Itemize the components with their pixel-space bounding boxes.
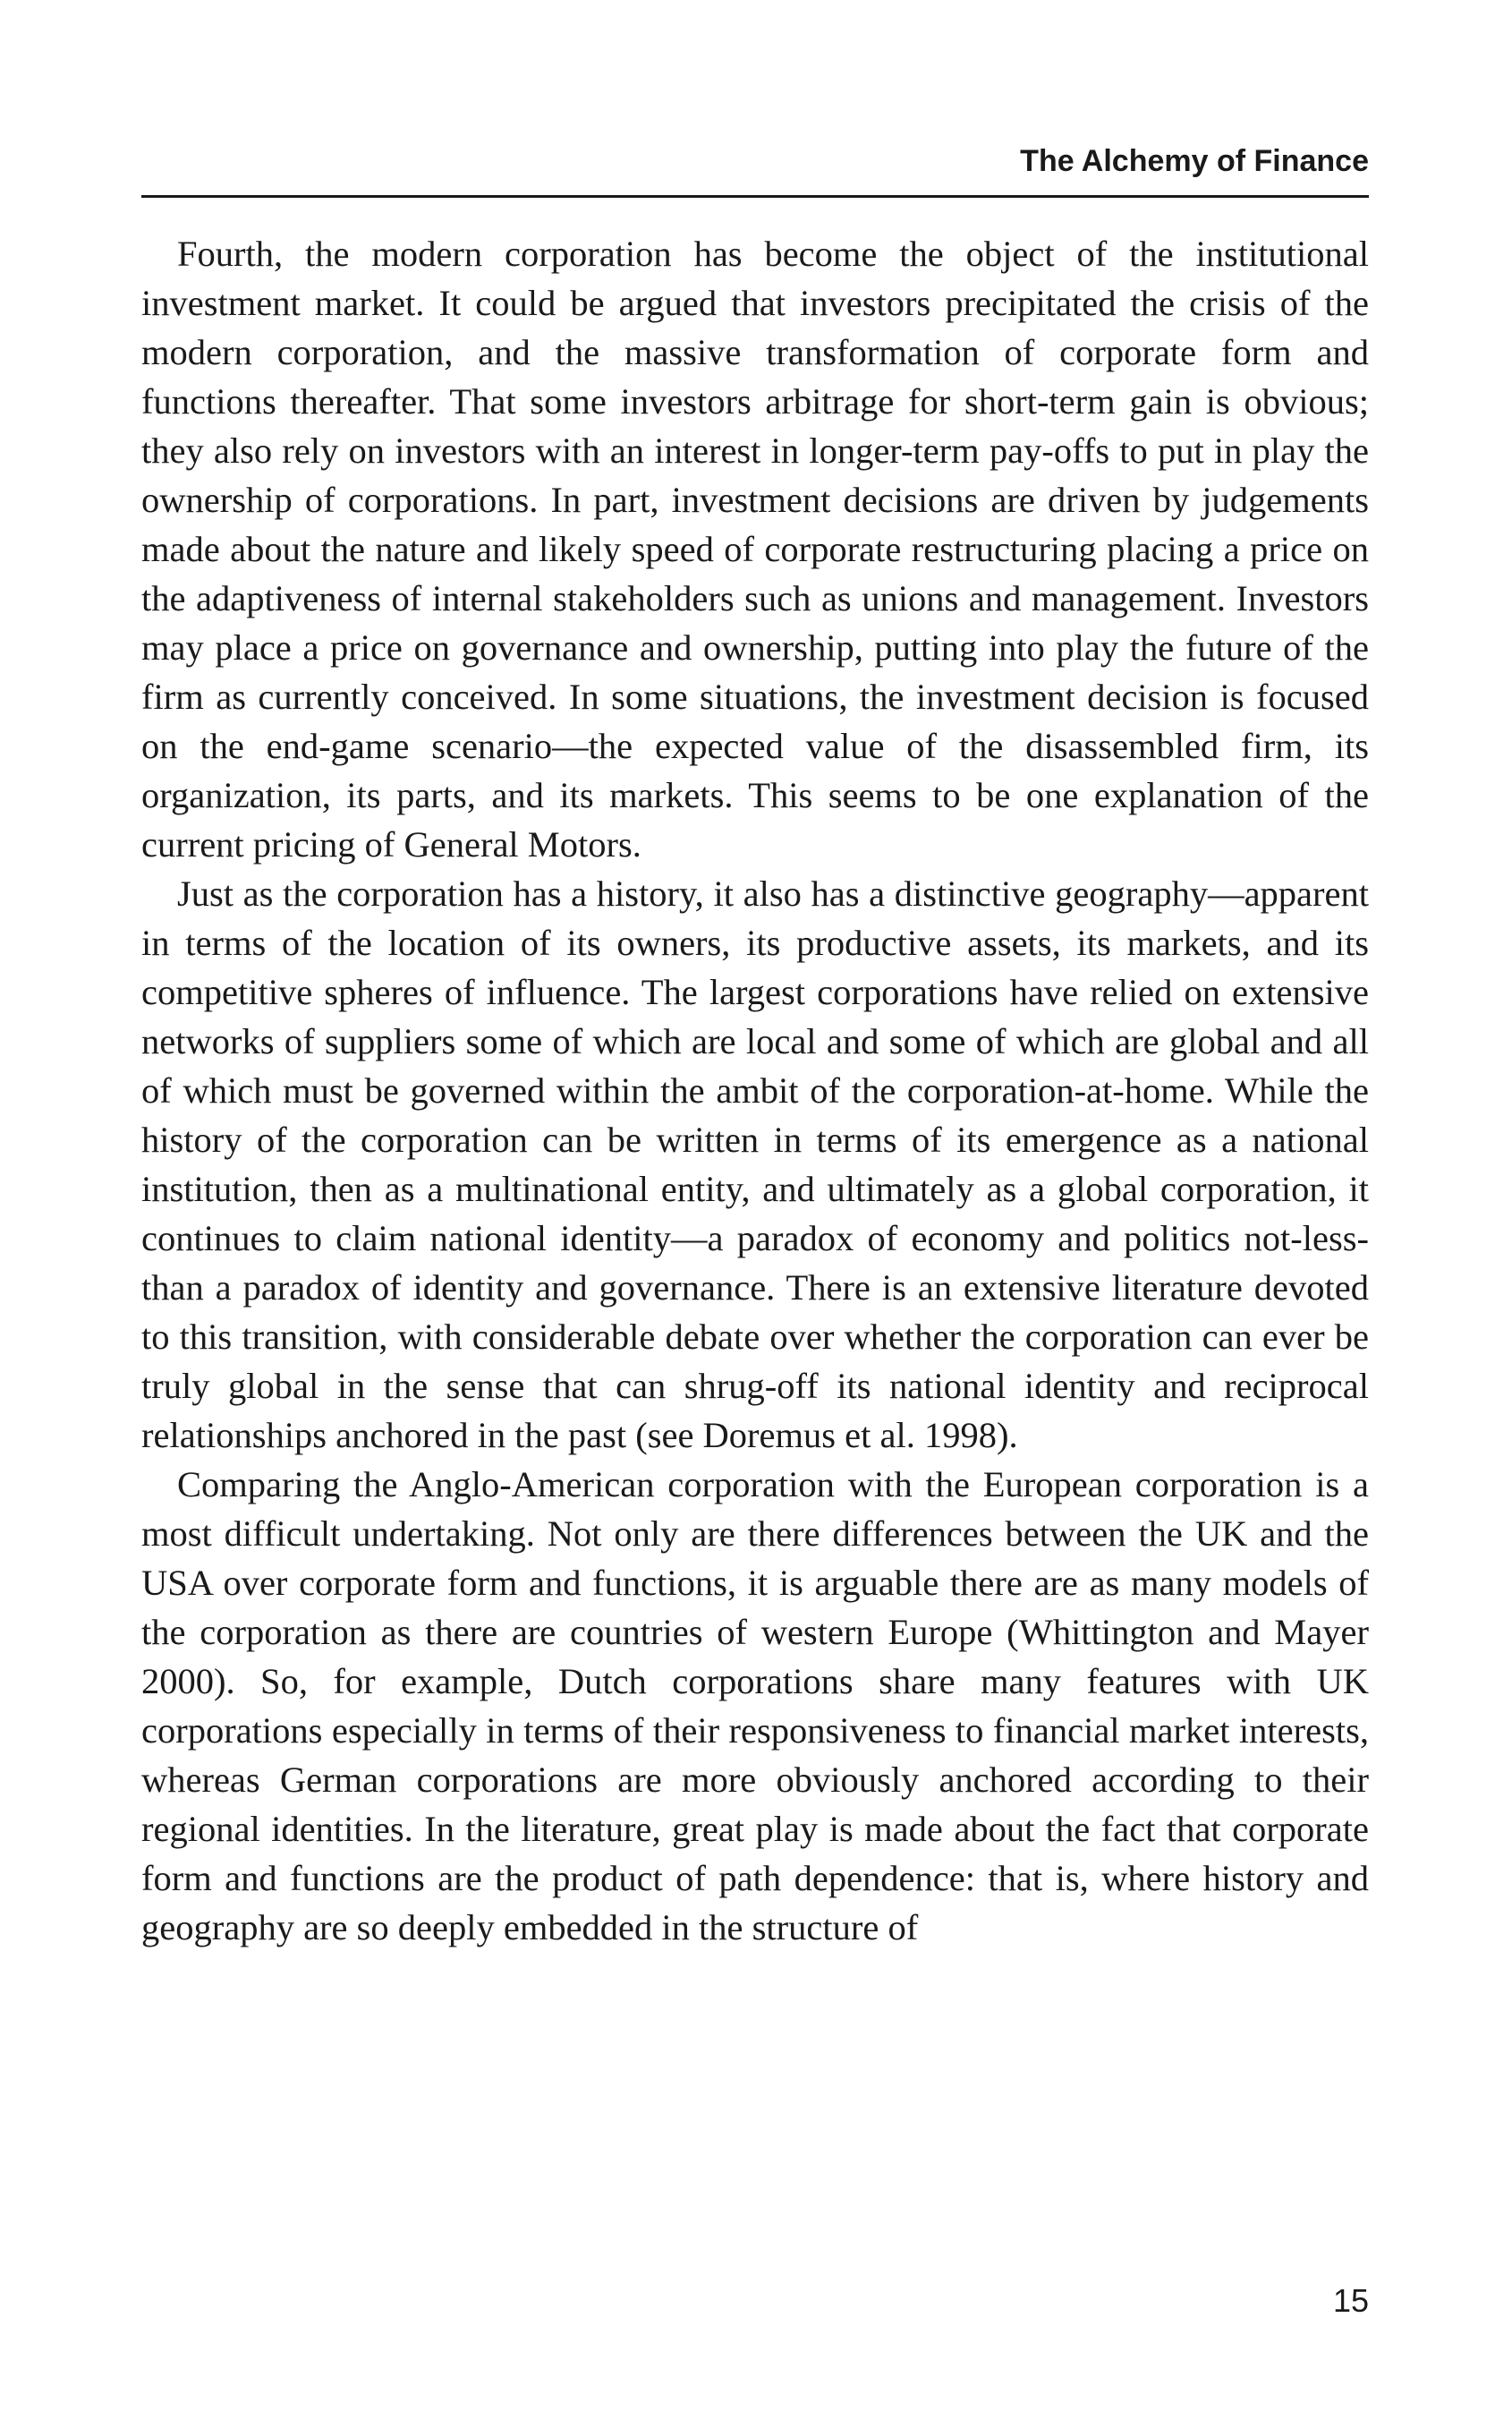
paragraph-3: Comparing the Anglo-American corporation with the European corporation is a most difficult undertaking. Not only are there differences between the UK and the USA over corporate form and functions, it is arguable there are as many models of the corporation as there are countries of western Europe (Whittington and Mayer 2000). So, for example, Dutch corporations share many features with UK corporations especially in terms of their responsiveness to financial market interests, whereas German corporations are more obviously anchored according to their regional identities. In the literature, great play is made about the fact that corporate form and functions are the product of path dependence: that is, where history and geography are so deeply embedded in the structure of (141, 1464, 1369, 1947)
body-text (141, 229, 1369, 1952)
header-rule (141, 195, 1369, 198)
running-head-title: The Alchemy of Finance (1020, 144, 1369, 178)
paragraph-1: Fourth, the modern corporation has become the object of the institutional investment market. It could be argued that investors precipitated the crisis of the modern corporation, and the massive transformation of corporate form and functions thereafter. That some investors arbitrage for short-term gain is obvious; they also rely on investors with an interest in longer-term pay-offs to put in play the ownership of corporations. In part, investment decisions are driven by judgements made about the nature and likely speed of corporate restructuring placing a price on the adaptiveness of internal stakeholders such as unions and management. Investors may place a price on governance and ownership, putting into play the future of the firm as currently conceived. In some situations, the investment decision is focused on the end-game scenario—the expected value of the disassembled firm, its organization, its parts, and its markets. This seems to be one explanation of the current pricing of General Motors. (141, 234, 1369, 865)
page-number: 15 (1332, 2282, 1369, 2319)
paragraph-2: Just as the corporation has a history, it also has a distinctive geography—apparent in terms of the location of its owners, its productive assets, its markets, and its competitive spheres of influence. The largest corporations have relied on extensive networks of suppliers some of which are local and some of which are global and all of which must be governed within the ambit of the corporation-at-home. While the history of the corporation can be written in terms of its emergence as a national institution, then as a multinational entity, and ultimately as a global corporation, it continues to claim national identity—a paradox of economy and politics not-less-than a paradox of identity and governance. There is an extensive literature devoted to this transition, with considerable debate over whether the corporation can ever be truly global in the sense that can shrug-off its national identity and reciprocal relationships anchored in the past (see Doremus et al. 1998). (141, 873, 1369, 1455)
